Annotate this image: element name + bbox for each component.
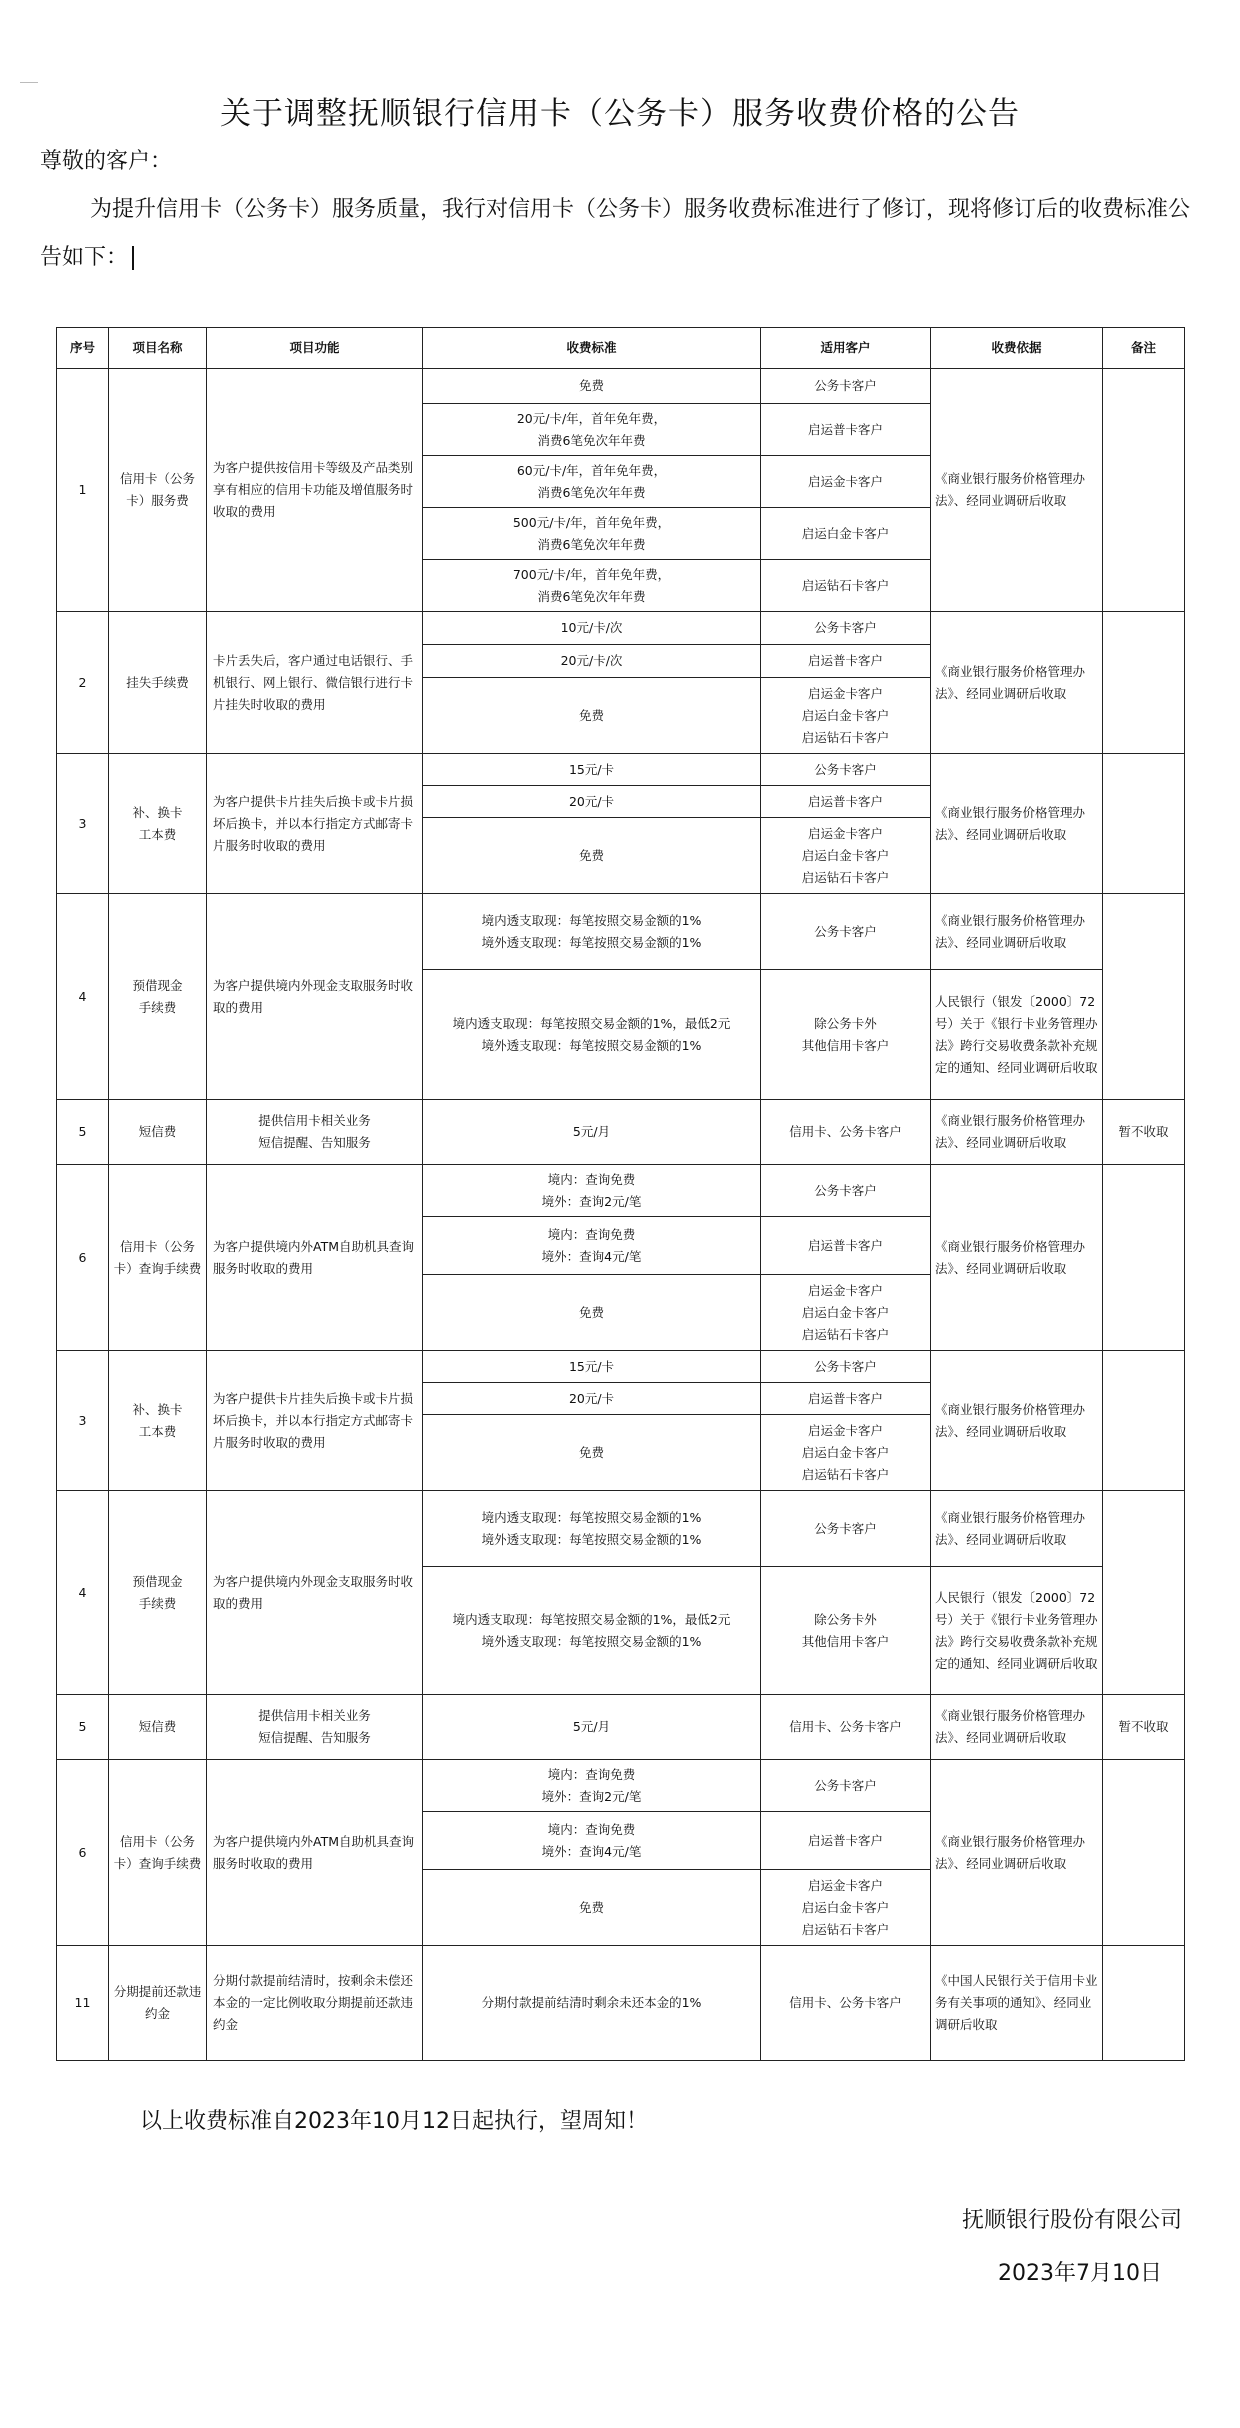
fee-basis: 《商业银行服务价格管理办法》、经同业调研后收取 bbox=[931, 1100, 1103, 1165]
item-no: 11 bbox=[57, 1946, 109, 2061]
item-function: 提供信用卡相关业务 短信提醒、告知服务 bbox=[207, 1100, 423, 1165]
item-function: 卡片丢失后，客户通过电话银行、手机银行、网上银行、微信银行进行卡片挂失时收取的费用 bbox=[207, 612, 423, 754]
salutation: 尊敬的客户： bbox=[40, 149, 173, 174]
applicable-customer: 信用卡、公务卡客户 bbox=[761, 1100, 931, 1165]
fee-standard: 境内：查询免费 境外：查询2元/笔 bbox=[423, 1165, 761, 1217]
item-name: 挂失手续费 bbox=[109, 612, 207, 754]
remark bbox=[1103, 369, 1185, 612]
item-name: 短信费 bbox=[109, 1100, 207, 1165]
table-row bbox=[57, 894, 1185, 970]
item-name: 短信费 bbox=[109, 1695, 207, 1760]
fee-standard: 500元/卡/年，首年免年费， 消费6笔免次年年费 bbox=[423, 508, 761, 560]
item-no: 5 bbox=[57, 1695, 109, 1760]
fee-standard: 5元/月 bbox=[423, 1100, 761, 1165]
fee-basis: 《商业银行服务价格管理办法》、经同业调研后收取 bbox=[931, 612, 1103, 754]
item-no: 3 bbox=[57, 1351, 109, 1491]
header-fee: 收费标准 bbox=[423, 328, 761, 369]
applicable-customer: 公务卡客户 bbox=[761, 1165, 931, 1217]
remark bbox=[1103, 1165, 1185, 1351]
applicable-customer: 启运普卡客户 bbox=[761, 1217, 931, 1275]
item-no: 5 bbox=[57, 1100, 109, 1165]
item-name: 预借现金 手续费 bbox=[109, 894, 207, 1100]
applicable-customer: 启运金卡客户 启运白金卡客户 启运钻石卡客户 bbox=[761, 678, 931, 754]
fee-standard: 20元/卡/次 bbox=[423, 645, 761, 678]
item-no: 3 bbox=[57, 754, 109, 894]
fee-standard: 5元/月 bbox=[423, 1695, 761, 1760]
fee-standard: 60元/卡/年，首年免年费， 消费6笔免次年年费 bbox=[423, 456, 761, 508]
fee-standard: 免费 bbox=[423, 1275, 761, 1351]
header-function: 项目功能 bbox=[207, 328, 423, 369]
fee-basis: 《商业银行服务价格管理办法》、经同业调研后收取 bbox=[931, 369, 1103, 612]
fee-basis: 人民银行（银发〔2000〕72号）关于《银行卡业务管理办法》跨行交易收费条款补充规定的通知、经同业调研后收取 bbox=[931, 1567, 1103, 1695]
table-row bbox=[57, 1760, 1185, 1812]
applicable-customer: 公务卡客户 bbox=[761, 754, 931, 786]
fee-basis: 《商业银行服务价格管理办法》、经同业调研后收取 bbox=[931, 1491, 1103, 1567]
intro-text: 为提升信用卡（公务卡）服务质量，我行对信用卡（公务卡）服务收费标准进行了修订，现将修订后的收费标准公告如下： bbox=[40, 197, 1191, 270]
item-name: 补、换卡 工本费 bbox=[109, 1351, 207, 1491]
item-name: 预借现金 手续费 bbox=[109, 1491, 207, 1695]
header-basis: 收费依据 bbox=[931, 328, 1103, 369]
table-row bbox=[57, 754, 1185, 786]
applicable-customer: 启运金卡客户 bbox=[761, 456, 931, 508]
item-no: 4 bbox=[57, 1491, 109, 1695]
item-function: 为客户提供境内外现金支取服务时收取的费用 bbox=[207, 1491, 423, 1695]
remark: 暂不收取 bbox=[1103, 1100, 1185, 1165]
item-name: 分期提前还款违约金 bbox=[109, 1946, 207, 2061]
fee-standard: 免费 bbox=[423, 1415, 761, 1491]
fee-standard: 20元/卡 bbox=[423, 786, 761, 818]
item-no: 6 bbox=[57, 1165, 109, 1351]
header-note: 备注 bbox=[1103, 328, 1185, 369]
table-row bbox=[57, 1100, 1185, 1165]
applicable-customer: 启运普卡客户 bbox=[761, 645, 931, 678]
item-name: 信用卡（公务卡）服务费 bbox=[109, 369, 207, 612]
item-function: 为客户提供境内外现金支取服务时收取的费用 bbox=[207, 894, 423, 1100]
fee-basis: 《商业银行服务价格管理办法》、经同业调研后收取 bbox=[931, 1760, 1103, 1946]
applicable-customer: 信用卡、公务卡客户 bbox=[761, 1946, 931, 2061]
remark bbox=[1103, 1946, 1185, 2061]
applicable-customer: 公务卡客户 bbox=[761, 1760, 931, 1812]
item-name: 信用卡（公务卡）查询手续费 bbox=[109, 1165, 207, 1351]
remark bbox=[1103, 1351, 1185, 1491]
fee-standard: 20元/卡/年，首年免年费， 消费6笔免次年年费 bbox=[423, 404, 761, 456]
fee-basis: 《商业银行服务价格管理办法》、经同业调研后收取 bbox=[931, 754, 1103, 894]
applicable-customer: 启运普卡客户 bbox=[761, 1383, 931, 1415]
item-function: 为客户提供卡片挂失后换卡或卡片损坏后换卡，并以本行指定方式邮寄卡片服务时收取的费用 bbox=[207, 1351, 423, 1491]
item-function: 为客户提供境内外ATM自助机具查询服务时收取的费用 bbox=[207, 1760, 423, 1946]
item-no: 1 bbox=[57, 369, 109, 612]
item-function: 为客户提供境内外ATM自助机具查询服务时收取的费用 bbox=[207, 1165, 423, 1351]
fee-standard: 境内透支取现：每笔按照交易金额的1%，最低2元 境外透支取现：每笔按照交易金额的1% bbox=[423, 970, 761, 1100]
fee-standard: 15元/卡 bbox=[423, 754, 761, 786]
item-function: 分期付款提前结清时，按剩余未偿还本金的一定比例收取分期提前还款违约金 bbox=[207, 1946, 423, 2061]
table-row bbox=[57, 369, 1185, 404]
applicable-customer: 启运白金卡客户 bbox=[761, 508, 931, 560]
table-row bbox=[57, 1491, 1185, 1567]
page-corner-mark bbox=[20, 82, 38, 83]
table-row bbox=[57, 1946, 1185, 2061]
item-function: 提供信用卡相关业务 短信提醒、告知服务 bbox=[207, 1695, 423, 1760]
fee-standard: 10元/卡/次 bbox=[423, 612, 761, 645]
fee-standard: 分期付款提前结清时剩余未还本金的1% bbox=[423, 1946, 761, 2061]
fee-standard: 免费 bbox=[423, 818, 761, 894]
fee-table bbox=[56, 327, 1185, 2061]
fee-basis: 《商业银行服务价格管理办法》、经同业调研后收取 bbox=[931, 1351, 1103, 1491]
fee-standard: 境内透支取现：每笔按照交易金额的1% 境外透支取现：每笔按照交易金额的1% bbox=[423, 894, 761, 970]
fee-standard: 免费 bbox=[423, 369, 761, 404]
item-no: 4 bbox=[57, 894, 109, 1100]
header-name: 项目名称 bbox=[109, 328, 207, 369]
fee-basis: 人民银行（银发〔2000〕72号）关于《银行卡业务管理办法》跨行交易收费条款补充规定的通知、经同业调研后收取 bbox=[931, 970, 1103, 1100]
applicable-customer: 启运钻石卡客户 bbox=[761, 560, 931, 612]
applicable-customer: 公务卡客户 bbox=[761, 1351, 931, 1383]
table-row bbox=[57, 1351, 1185, 1383]
fee-standard: 境内透支取现：每笔按照交易金额的1% 境外透支取现：每笔按照交易金额的1% bbox=[423, 1491, 761, 1567]
page-title: 关于调整抚顺银行信用卡（公务卡）服务收费价格的公告 bbox=[220, 96, 1020, 132]
fee-basis: 《商业银行服务价格管理办法》、经同业调研后收取 bbox=[931, 1695, 1103, 1760]
fee-standard: 境内：查询免费 境外：查询4元/笔 bbox=[423, 1812, 761, 1870]
fee-standard: 20元/卡 bbox=[423, 1383, 761, 1415]
applicable-customer: 除公务卡外 其他信用卡客户 bbox=[761, 1567, 931, 1695]
table-header-row bbox=[57, 328, 1185, 369]
table-row bbox=[57, 1695, 1185, 1760]
intro-paragraph bbox=[40, 186, 1202, 282]
fee-standard: 15元/卡 bbox=[423, 1351, 761, 1383]
issuer-name: 抚顺银行股份有限公司 bbox=[961, 2208, 1182, 2233]
fee-basis: 《中国人民银行关于信用卡业务有关事项的通知》、经同业调研后收取 bbox=[931, 1946, 1103, 2061]
item-no: 6 bbox=[57, 1760, 109, 1946]
header-no: 序号 bbox=[57, 328, 109, 369]
remark bbox=[1103, 1760, 1185, 1946]
fee-standard: 境内：查询免费 境外：查询2元/笔 bbox=[423, 1760, 761, 1812]
fee-standard: 700元/卡/年，首年免年费， 消费6笔免次年年费 bbox=[423, 560, 761, 612]
remark: 暂不收取 bbox=[1103, 1695, 1185, 1760]
applicable-customer: 公务卡客户 bbox=[761, 612, 931, 645]
remark bbox=[1103, 894, 1185, 1100]
remark bbox=[1103, 1491, 1185, 1695]
table-row bbox=[57, 1165, 1185, 1217]
header-customer: 适用客户 bbox=[761, 328, 931, 369]
fee-basis: 《商业银行服务价格管理办法》、经同业调研后收取 bbox=[931, 1165, 1103, 1351]
applicable-customer: 启运普卡客户 bbox=[761, 1812, 931, 1870]
item-name: 补、换卡 工本费 bbox=[109, 754, 207, 894]
applicable-customer: 启运金卡客户 启运白金卡客户 启运钻石卡客户 bbox=[761, 1275, 931, 1351]
fee-standard: 境内透支取现：每笔按照交易金额的1%，最低2元 境外透支取现：每笔按照交易金额的1% bbox=[423, 1567, 761, 1695]
table-row bbox=[57, 612, 1185, 645]
applicable-customer: 启运普卡客户 bbox=[761, 786, 931, 818]
applicable-customer: 启运普卡客户 bbox=[761, 404, 931, 456]
closing-statement: 以上收费标准自2023年10月12日起执行，望周知！ bbox=[140, 2109, 648, 2134]
applicable-customer: 启运金卡客户 启运白金卡客户 启运钻石卡客户 bbox=[761, 1415, 931, 1491]
applicable-customer: 除公务卡外 其他信用卡客户 bbox=[761, 970, 931, 1100]
fee-standard: 免费 bbox=[423, 1870, 761, 1946]
item-function: 为客户提供卡片挂失后换卡或卡片损坏后换卡，并以本行指定方式邮寄卡片服务时收取的费用 bbox=[207, 754, 423, 894]
applicable-customer: 信用卡、公务卡客户 bbox=[761, 1695, 931, 1760]
remark bbox=[1103, 612, 1185, 754]
fee-basis: 《商业银行服务价格管理办法》、经同业调研后收取 bbox=[931, 894, 1103, 970]
applicable-customer: 启运金卡客户 启运白金卡客户 启运钻石卡客户 bbox=[761, 818, 931, 894]
remark bbox=[1103, 754, 1185, 894]
fee-standard: 境内：查询免费 境外：查询4元/笔 bbox=[423, 1217, 761, 1275]
issue-date: 2023年7月10日 bbox=[998, 2261, 1162, 2286]
applicable-customer: 启运金卡客户 启运白金卡客户 启运钻石卡客户 bbox=[761, 1870, 931, 1946]
fee-standard: 免费 bbox=[423, 678, 761, 754]
item-no: 2 bbox=[57, 612, 109, 754]
applicable-customer: 公务卡客户 bbox=[761, 1491, 931, 1567]
item-function: 为客户提供按信用卡等级及产品类别享有相应的信用卡功能及增值服务时收取的费用 bbox=[207, 369, 423, 612]
applicable-customer: 公务卡客户 bbox=[761, 369, 931, 404]
text-cursor bbox=[132, 246, 134, 270]
item-name: 信用卡（公务卡）查询手续费 bbox=[109, 1760, 207, 1946]
applicable-customer: 公务卡客户 bbox=[761, 894, 931, 970]
